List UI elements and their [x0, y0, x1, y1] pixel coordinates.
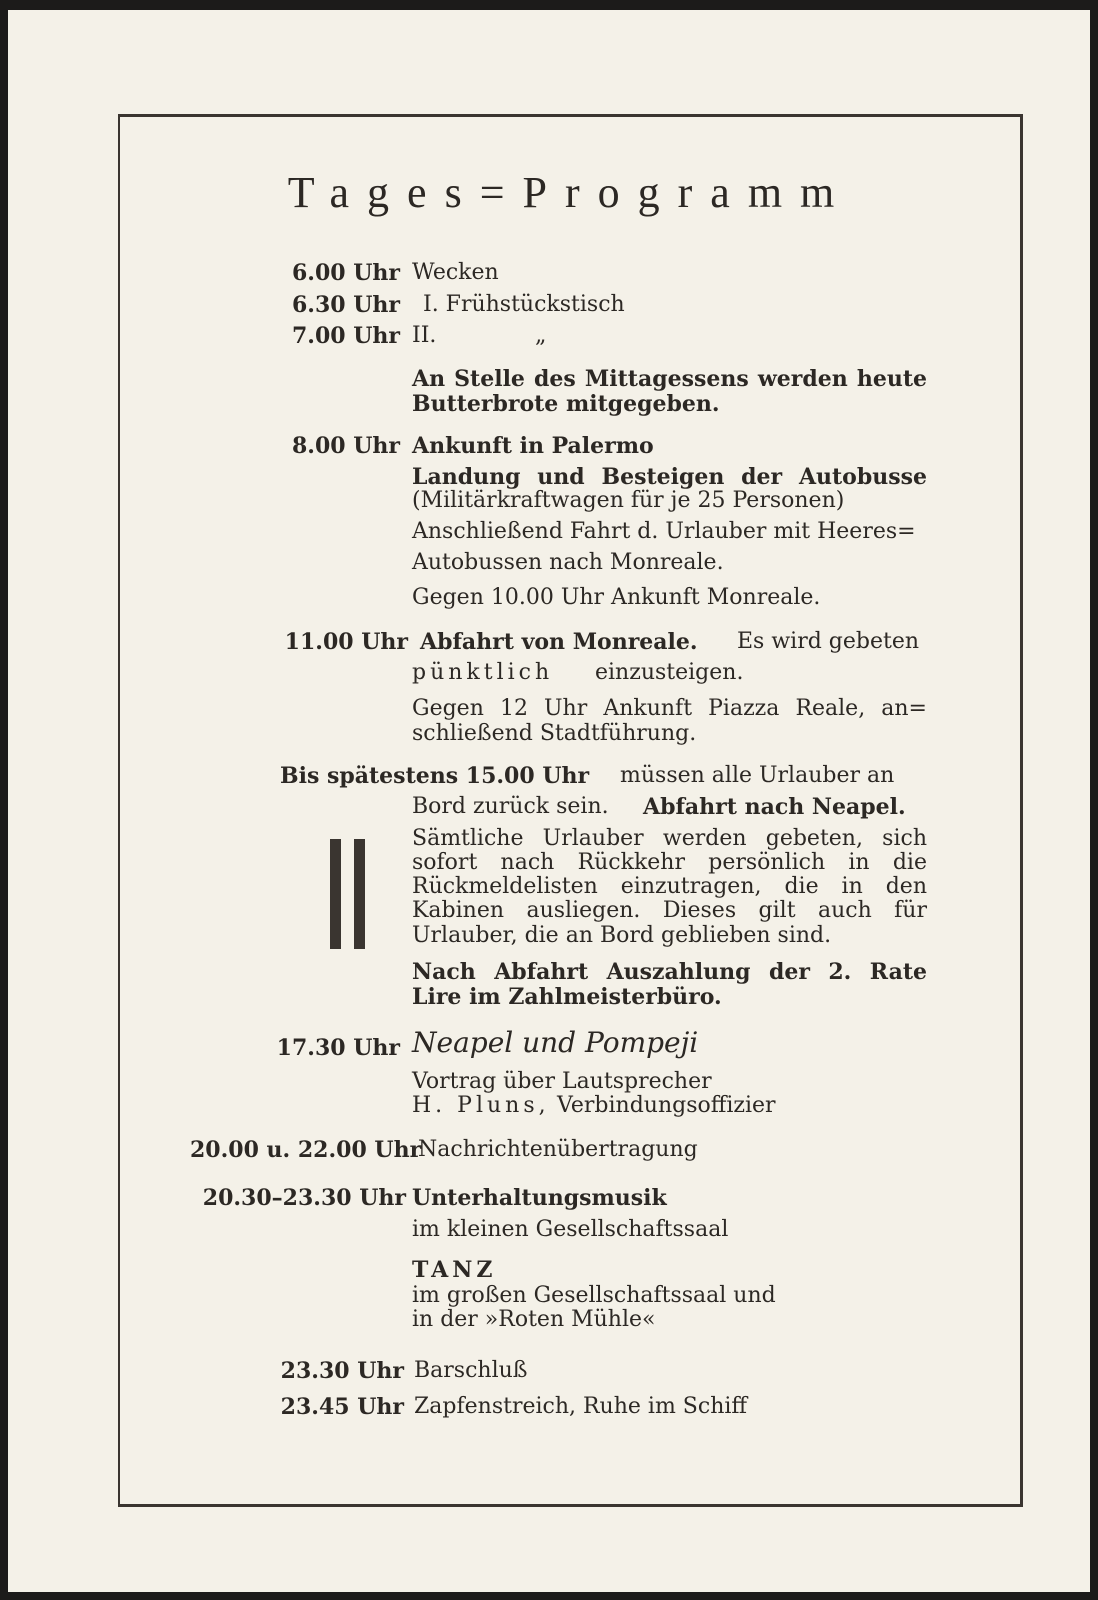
return-para-3: Rückmeldelisten einzutragen, die in den — [412, 874, 927, 899]
return-departure: Abfahrt nach Neapel. — [643, 794, 906, 820]
time-music: 20.30–23.30 Uhr — [202, 1185, 406, 1211]
payment-1: Nach Abfahrt Auszahlung der 2. Rate — [412, 959, 927, 985]
taps-text: Zapfenstreich, Ruhe im Schiff — [414, 1394, 748, 1419]
double-bar-mark — [330, 839, 370, 949]
palermo-line5: Gegen 10.00 Uhr Ankunft Monreale. — [412, 585, 821, 610]
time-news: 20.00 u. 22.00 Uhr — [190, 1137, 422, 1163]
return-para-1: Sämtliche Urlauber werden gebeten, sich — [412, 826, 927, 851]
monreale-board: einzusteigen. — [595, 660, 744, 685]
return-para-5: Urlauber, die an Bord geblieben sind. — [412, 923, 832, 948]
time-lecture: 17.30 Uhr — [276, 1035, 400, 1061]
ditto-mark: „ — [535, 323, 547, 348]
monreale-heading: Abfahrt von Monreale. — [420, 629, 698, 655]
time-palermo: 8.00 Uhr — [291, 433, 400, 459]
palermo-line3: Anschließend Fahrt d. Urlauber mit Heeres= — [412, 519, 916, 544]
time-bar: 23.30 Uhr — [280, 1358, 404, 1384]
palermo-line2: (Militärkraftwagen für je 25 Personen) — [412, 488, 845, 513]
border-frame — [118, 114, 1023, 1507]
time-monreale: 11.00 Uhr — [284, 629, 408, 655]
entry-breakfast-2: II. — [412, 323, 437, 348]
music-line1: im kleinen Gesellschaftssaal — [412, 1217, 729, 1242]
return-line2: Bord zurück sein. — [412, 794, 609, 819]
time-taps: 23.45 Uhr — [280, 1394, 404, 1420]
dance-line1: im großen Gesellschaftssaal und — [412, 1283, 776, 1308]
lecture-line1: Vortrag über Lautsprecher — [412, 1069, 712, 1094]
monreale-line3: Gegen 12 Uhr Ankunft Piazza Reale, an= — [412, 696, 927, 721]
bar-text: Barschluß — [414, 1358, 528, 1383]
program-card — [8, 10, 1090, 1592]
entry-wecken: Wecken — [412, 260, 499, 285]
monreale-rest: Es wird gebeten — [737, 629, 920, 654]
music-heading: Unterhaltungsmusik — [412, 1185, 667, 1211]
lecture-speaker: H. Pluns, — [412, 1093, 550, 1118]
time-breakfast-2: 7.00 Uhr — [291, 323, 400, 349]
palermo-line1: Landung und Besteigen der Autobusse — [412, 464, 927, 490]
dance-heading: TANZ — [412, 1257, 497, 1283]
entry-breakfast-1: I. Frühstückstisch — [423, 292, 625, 317]
payment-2: Lire im Zahlmeisterbüro. — [412, 984, 722, 1010]
return-para-2: sofort nach Rückkehr persönlich in die — [412, 850, 927, 875]
return-lead: Bis spätestens 15.00 Uhr — [280, 763, 590, 789]
note-lunch-1: An Stelle des Mittagessens werden heute — [412, 366, 927, 392]
return-para-4: Kabinen ausliegen. Dieses gilt auch für — [412, 898, 927, 923]
lecture-speaker-role: Verbindungsoffizier — [557, 1093, 776, 1118]
page-title: Tages=Programm — [287, 168, 853, 217]
dance-line2: in der »Roten Mühle« — [412, 1307, 656, 1332]
palermo-heading: Ankunft in Palermo — [412, 433, 654, 459]
time-breakfast-1: 6.30 Uhr — [291, 292, 400, 318]
monreale-line4: schließend Stadtführung. — [412, 721, 697, 746]
time-wecken: 6.00 Uhr — [291, 260, 400, 286]
note-lunch-2: Butterbrote mitgegeben. — [412, 391, 720, 417]
news-text: Nachrichtenübertragung — [418, 1137, 698, 1162]
monreale-punctual: pünktlich — [412, 660, 554, 685]
palermo-line4: Autobussen nach Monreale. — [412, 550, 724, 575]
lecture-heading: Neapel und Pompeji — [412, 1026, 699, 1059]
return-lead-rest: müssen alle Urlauber an — [620, 763, 895, 788]
